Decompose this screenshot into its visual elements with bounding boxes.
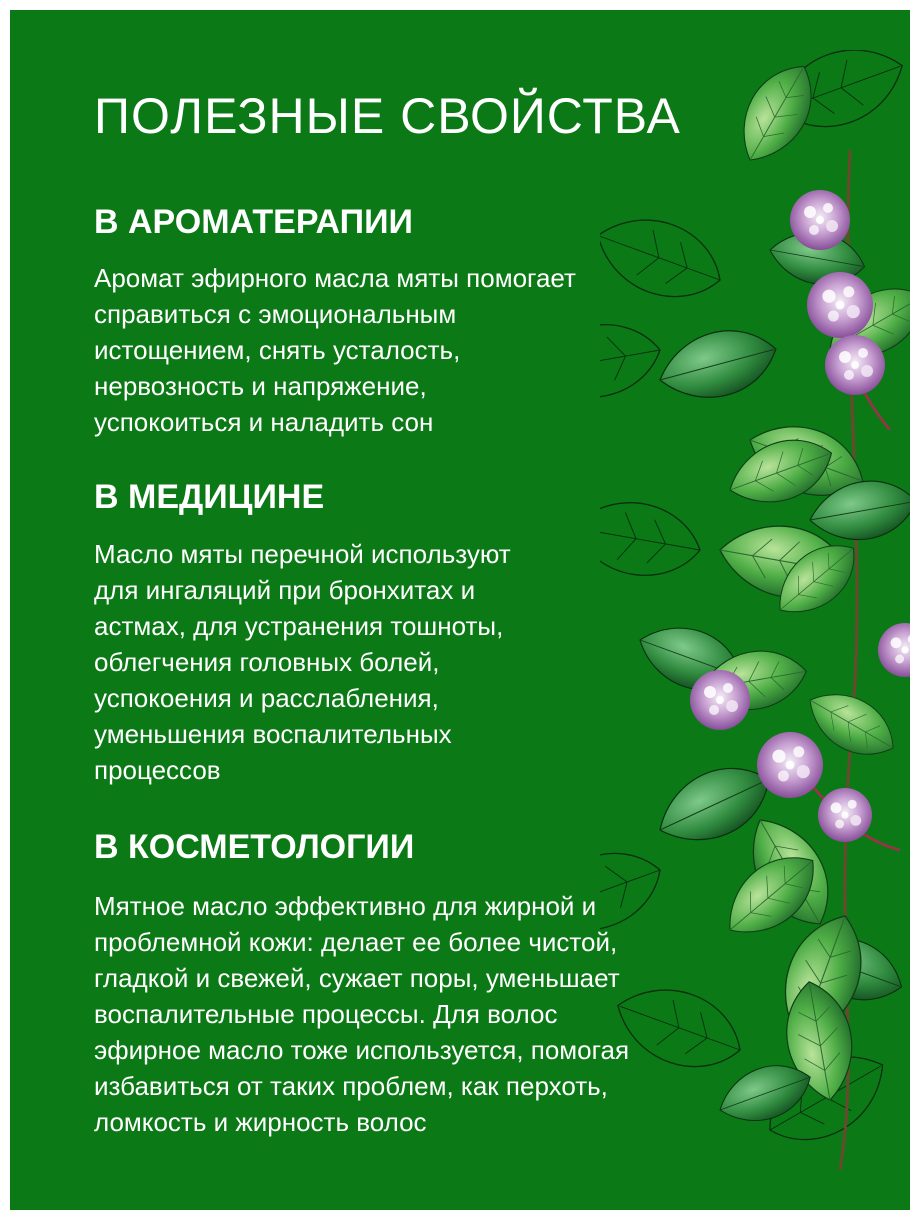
cosmetology-heading: В КОСМЕТОЛОГИИ	[94, 828, 415, 866]
page-title: ПОЛЕЗНЫЕ СВОЙСТВА	[94, 88, 681, 144]
aromatherapy-heading: В АРОМАТЕРАПИИ	[94, 203, 413, 241]
medicine-heading: В МЕДИЦИНЕ	[94, 478, 325, 516]
cosmetology-text: Мятное масло эффективно для жирной и проблемной кожи: делает ее более чистой, гладкой и свежей, сужает поры, уменьшает воспалительные процессы. Для волос эфирное масло тоже используется, помогая избавиться от таких проблем, как перхоть, ломкость и жирность волос	[94, 891, 630, 1137]
medicine-text: Масло мяты перечной используют для ингаляций при бронхитах и астмах, для устранения тошноты, облегчения головных болей, успокоения и расслабления, уменьшения воспалительных процессов	[94, 539, 511, 785]
aromatherapy-text: Аромат эфирного масла мяты помогает справиться с эмоциональным истощением, снять усталость, нервозность и напряжение, успокоиться и наладить сон	[94, 263, 576, 437]
properties-panel	[10, 10, 910, 1210]
